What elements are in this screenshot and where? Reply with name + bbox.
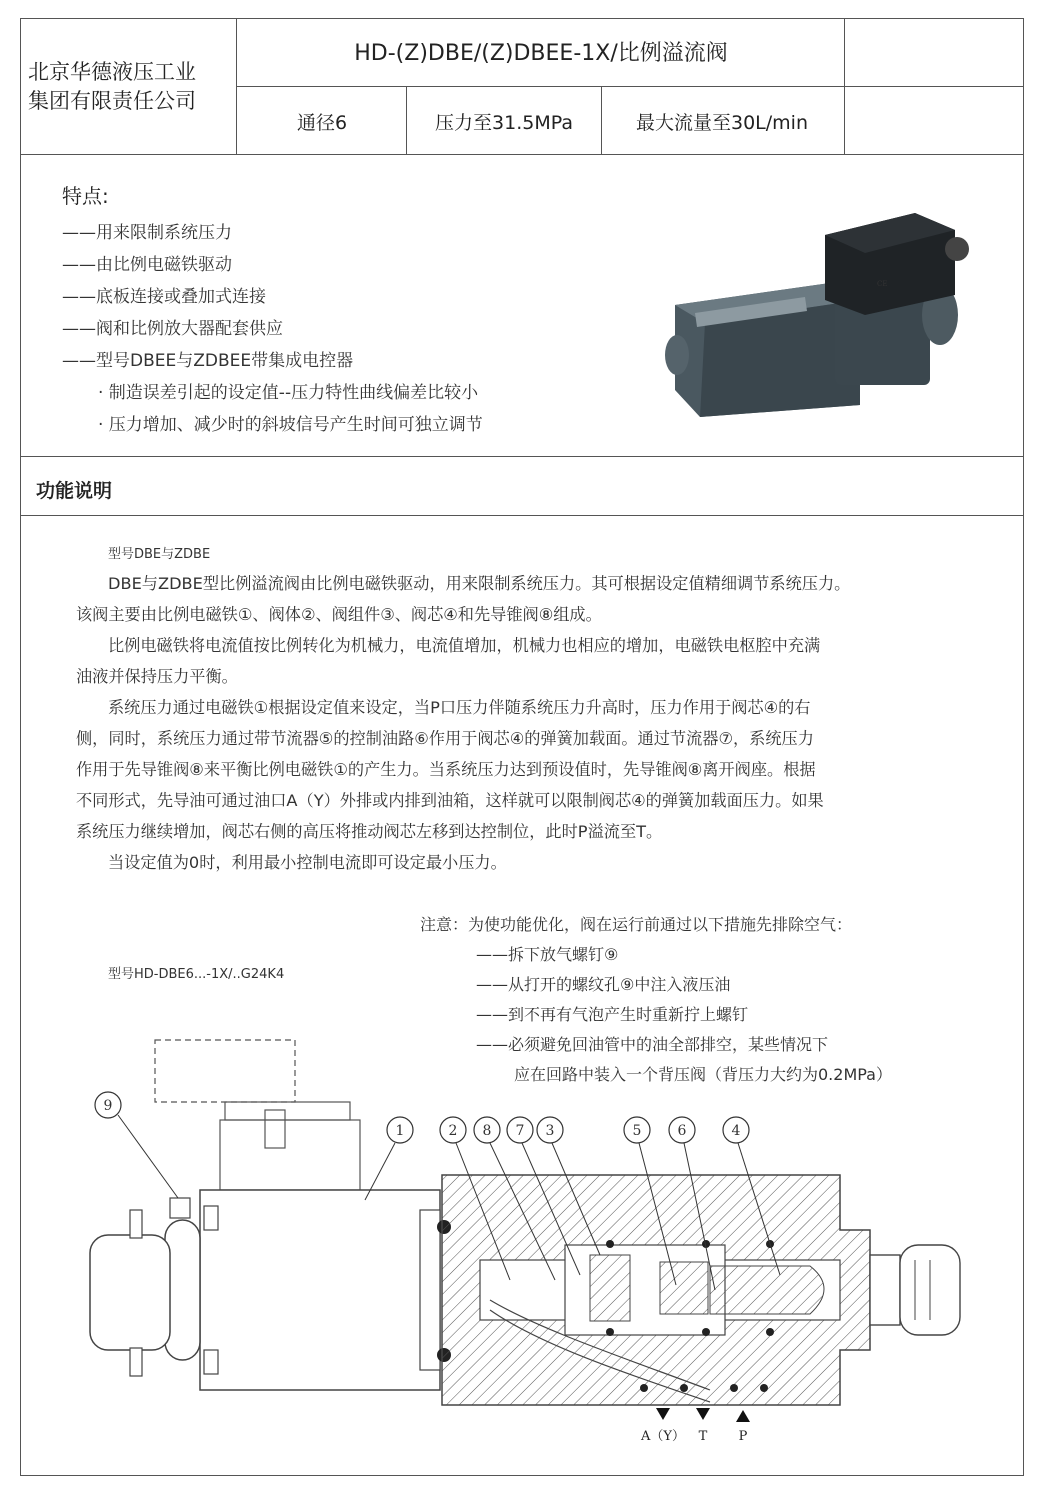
callout-label: 7 (515, 1123, 525, 1139)
section-line-top (20, 456, 1024, 457)
header-divider (236, 86, 1024, 87)
note-item: ——拆下放气螺钉⑨ (476, 945, 619, 964)
sectional-diagram (70, 1030, 980, 1450)
note-item: ——到不再有气泡产生时重新拧上螺钉 (476, 1005, 749, 1024)
valve-product-photo (655, 205, 985, 430)
diagram-model-label: 型号HD-DBE6...-1X/..G24K4 (108, 967, 285, 982)
cable-gland (945, 237, 969, 261)
left-plug (665, 335, 689, 375)
port-label-a: A（Y） (641, 1429, 685, 1444)
company-line-2: 集团有限责任公司 (28, 89, 196, 113)
function-line: 当设定值为0时，利用最小控制电流即可设定最小压力。 (108, 853, 507, 872)
header-bottom-line (20, 154, 1024, 155)
spec-size: 通径6 (296, 112, 348, 134)
note-heading: 注意：为使功能优化，阀在运行前通过以下措施先排除空气： (420, 915, 853, 934)
function-line: 该阀主要由比例电磁铁①、阀体②、阀组件③、阀芯④和先导锥阀⑧组成。 (76, 605, 602, 624)
spec-flow: 最大流量至30L/min (636, 112, 808, 134)
right-plug-section (870, 1245, 960, 1335)
callout-label: 9 (103, 1098, 113, 1114)
feature-sub-item: · 压力增加、减少时的斜坡信号产生时间可独立调节 (98, 415, 483, 435)
function-line: 不同形式，先导油可通过油口A（Y）外排或内排到油箱，这样就可以限制阀芯④的弹簧加载面压力。如果 (76, 791, 824, 810)
features-title: 特点: (62, 184, 109, 208)
port-label-p: P (738, 1429, 748, 1444)
header-col-divider-right (844, 18, 845, 154)
callout-label: 6 (677, 1123, 687, 1139)
callout-label: 5 (632, 1123, 642, 1139)
port-arrow-p (736, 1410, 750, 1422)
callout-label: 3 (545, 1123, 555, 1139)
connector-label-text: CE (877, 280, 888, 288)
function-line: 比例电磁铁将电流值按比例转化为机械力，电流值增加，机械力也相应的增加，电磁铁电枢腔中充满 (108, 636, 821, 655)
feature-sub-item: · 制造误差引起的设定值--压力特性曲线偏差比较小 (98, 383, 479, 403)
company-name (28, 58, 233, 116)
callout-label: 1 (395, 1123, 405, 1139)
callout-label: 2 (448, 1123, 458, 1139)
feature-item: ——阀和比例放大器配套供应 (62, 319, 283, 339)
callout-label: 8 (482, 1123, 492, 1139)
connector-outline (155, 1040, 360, 1190)
spec-pressure: 压力至31.5MPa (435, 112, 573, 134)
document-title: HD-(Z)DBE/(Z)DBEE-1X/比例溢流阀 (354, 41, 728, 66)
company-line-1: 北京华德液压工业 (28, 60, 196, 84)
port-label-t: T (698, 1429, 708, 1444)
callout-label: 4 (731, 1123, 741, 1139)
function-line: DBE与ZDBE型比例溢流阀由比例电磁铁驱动，用来限制系统压力。其可根据设定值精细调节系统压力。 (108, 574, 851, 593)
function-line: 系统压力通过电磁铁①根据设定值来设定，当P口压力伴随系统压力升高时，压力作用于阀芯④的右 (108, 698, 811, 717)
port-arrow-a (656, 1408, 670, 1420)
model-heading: 型号DBE与ZDBE (108, 547, 211, 562)
solenoid-section (90, 1190, 451, 1390)
callout-1 (365, 1117, 413, 1200)
note-item: ——必须避免回油管中的油全部排空，某些情况下 (476, 1035, 829, 1054)
function-line: 油液并保持压力平衡。 (76, 667, 238, 686)
section-line-bottom (20, 515, 1024, 516)
port-arrow-t (696, 1408, 710, 1420)
feature-item: ——由比例电磁铁驱动 (62, 255, 232, 275)
header-col-divider (236, 18, 237, 154)
note-item: 应在回路中装入一个背压阀（背压力大约为0.2MPa） (514, 1065, 892, 1084)
note-item: ——从打开的螺纹孔⑨中注入液压油 (476, 975, 731, 994)
function-line: 系统压力继续增加，阀芯右侧的高压将推动阀芯左移到达控制位，此时P溢流至T。 (76, 822, 663, 841)
callout-9 (95, 1092, 178, 1198)
feature-item: ——型号DBEE与ZDBEE带集成电控器 (62, 351, 354, 371)
function-line: 侧，同时，系统压力通过带节流器⑤的控制油路⑥作用于阀芯④的弹簧加载面。通过节流器⑦，系统压力 (76, 729, 814, 748)
spec-divider-2 (601, 86, 602, 154)
spec-divider-1 (406, 86, 407, 154)
function-line: 作用于先导锥阀⑧来平衡比例电磁铁①的产生力。当系统压力达到预设值时，先导锥阀⑧离开阀座。根据 (76, 760, 816, 779)
feature-item: ——底板连接或叠加式连接 (62, 287, 266, 307)
feature-item: ——用来限制系统压力 (62, 223, 232, 243)
port-arrows (640, 1408, 750, 1444)
function-section-title: 功能说明 (36, 480, 113, 502)
